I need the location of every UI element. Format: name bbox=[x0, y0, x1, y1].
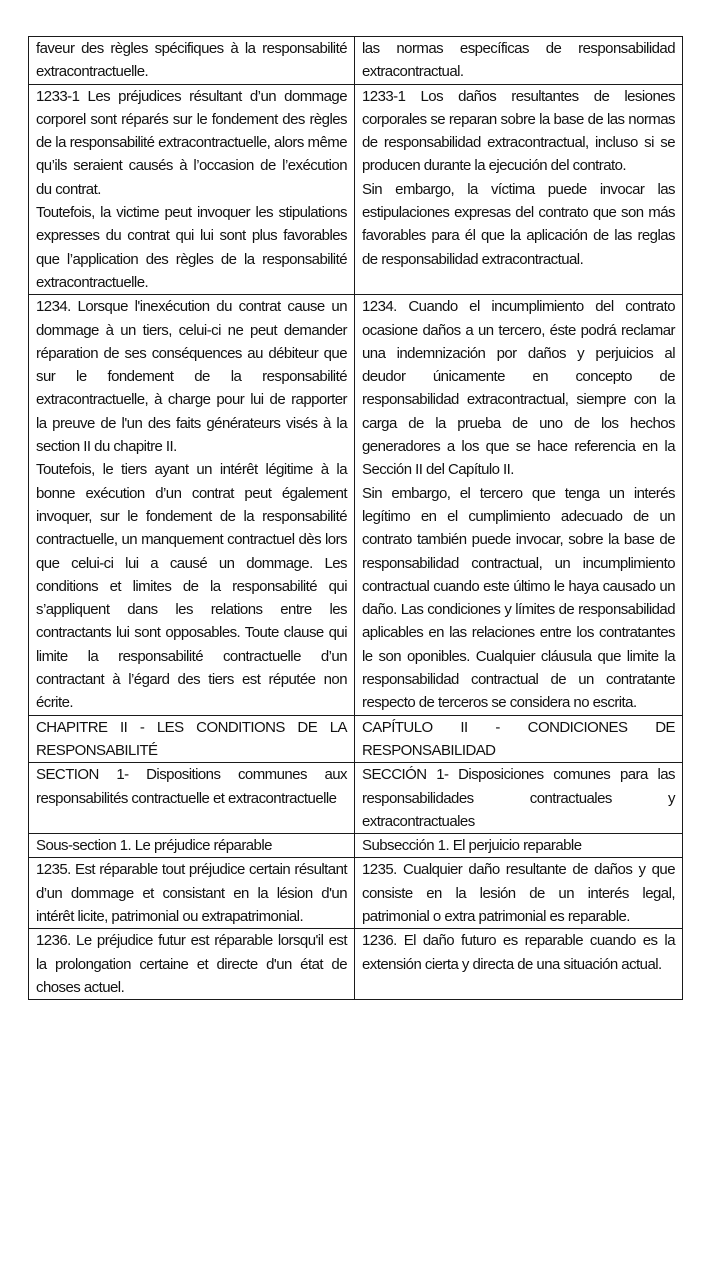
french-cell bbox=[29, 834, 355, 858]
french-text: CHAPITRE II - LES CONDITIONS DE LA RESPONSABILITÉ bbox=[36, 718, 347, 759]
spanish-cell bbox=[355, 37, 683, 85]
spanish-text: las normas específicas de responsabilidad extracontractual. bbox=[362, 40, 675, 81]
spanish-text: 1234. Cuando el incumplimiento del contrato ocasione daños a un tercero, éste podrá reclamar una indemnización por daños y perjuicios al deudor únicamente en concepto de responsabilidad extracontractual, siempre con la carga de la prueba de uno de los hechos generadores a los que se hace referencia en la Sección II del Capítulo II. bbox=[362, 298, 675, 479]
spanish-text: Sin embargo, el tercero que tenga un interés legítimo en el cumplimiento adecuado de un contrato también puede invocar, sobre la base de responsabilidad contractual, un incumplimiento contractual cuando este último le haya causado un daño. Las condiciones y límites de responsabilidad aplicables en las relaciones entre los contratantes le son oponibles. Cualquier cláusula que limite la responsabilidad contractual de un contratante respecto de terceros se considera no escrita. bbox=[362, 484, 675, 712]
table-row bbox=[29, 929, 683, 1000]
spanish-text: 1233-1 Los daños resultantes de lesiones corporales se reparan sobre la base de las normas de responsabilidad extracontractual, incluso si se producen durante la ejecución del contrato. bbox=[362, 87, 675, 175]
french-text: SECTION 1- Dispositions communes aux responsabilités contractuelle et extracontractuelle bbox=[36, 766, 347, 807]
spanish-text: CAPÍTULO II - CONDICIONES DE RESPONSABILIDAD bbox=[362, 718, 675, 759]
french-cell bbox=[29, 715, 355, 763]
spanish-text: SECCIÓN 1- Disposiciones comunes para las responsabilidades contractuales y extracontractuales bbox=[362, 766, 675, 830]
table-row bbox=[29, 84, 683, 295]
spanish-cell bbox=[355, 858, 683, 929]
spanish-text: Sin embargo, la víctima puede invocar las estipulaciones expresas del contrato que son más favorables para él que la aplicación de las reglas de responsabilidad extracontractual. bbox=[362, 180, 675, 268]
spanish-text: 1235. Cualquier daño resultante de daños y que consiste en la lesión de un interés legal, patrimonial o extra patrimonial es reparable. bbox=[362, 861, 675, 925]
document-page bbox=[28, 36, 682, 1000]
spanish-cell bbox=[355, 84, 683, 295]
french-text: 1233-1 Les préjudices résultant d’un dommage corporel sont réparés sur le fondement des règles de la responsabilité extracontractuelle, alors même qu’ils seraient causés à l’occasion de l’exécution du contrat. bbox=[36, 87, 347, 198]
french-cell bbox=[29, 858, 355, 929]
table-row bbox=[29, 295, 683, 715]
table-row bbox=[29, 37, 683, 85]
spanish-cell bbox=[355, 834, 683, 858]
french-text: 1234. Lorsque l'inexécution du contrat cause un dommage à un tiers, celui-ci ne peut demander réparation de ses conséquences au débiteur que sur le fondement de la responsabilité extracontractuelle, à charge pour lui de rapporter la preuve de l'un des faits générateurs visés à la section II du chapitre II. bbox=[36, 298, 347, 456]
table-row bbox=[29, 858, 683, 929]
bilingual-table bbox=[28, 36, 683, 1000]
french-text: 1235. Est réparable tout préjudice certain résultant d’un dommage et consistant en la lésion d'un intérêt licite, patrimonial ou extrapatrimonial. bbox=[36, 861, 347, 925]
french-text: Toutefois, le tiers ayant un intérêt légitime à la bonne exécution d’un contrat peut également invoquer, sur le fondement de la responsabilité contractuelle, un manquement contractuel dès lors que celui-ci lui a causé un dommage. Les conditions et limites de la responsabilité qui s’appliquent dans les relations entre les contractants lui sont opposables. Toute clause qui limite la responsabilité contractuelle d’un contractant à l’égard des tiers est réputée non écrite. bbox=[36, 461, 347, 712]
spanish-cell bbox=[355, 763, 683, 834]
french-text: 1236. Le préjudice futur est réparable lorsqu'il est la prolongation certaine et directe d'un état de choses actuel. bbox=[36, 932, 347, 996]
french-text: Sous-section 1. Le préjudice réparable bbox=[36, 837, 272, 855]
french-text: Toutefois, la victime peut invoquer les stipulations expresses du contrat qui lui sont plus favorables que l’application des règles de la responsabilité extracontractuelle. bbox=[36, 204, 347, 291]
spanish-cell bbox=[355, 295, 683, 715]
spanish-cell bbox=[355, 715, 683, 763]
french-cell bbox=[29, 84, 355, 295]
french-cell bbox=[29, 295, 355, 715]
table-row-chapter-heading bbox=[29, 715, 683, 763]
spanish-text: 1236. El daño futuro es reparable cuando es la extensión cierta y directa de una situación actual. bbox=[362, 932, 675, 973]
french-cell bbox=[29, 37, 355, 85]
spanish-text: Subsección 1. El perjuicio reparable bbox=[362, 837, 582, 855]
french-text: faveur des règles spécifiques à la responsabilité extracontractuelle. bbox=[36, 40, 347, 81]
table-row-subsection-heading bbox=[29, 834, 683, 858]
french-cell bbox=[29, 929, 355, 1000]
french-cell bbox=[29, 763, 355, 834]
table-row-section-heading bbox=[29, 763, 683, 834]
spanish-cell bbox=[355, 929, 683, 1000]
